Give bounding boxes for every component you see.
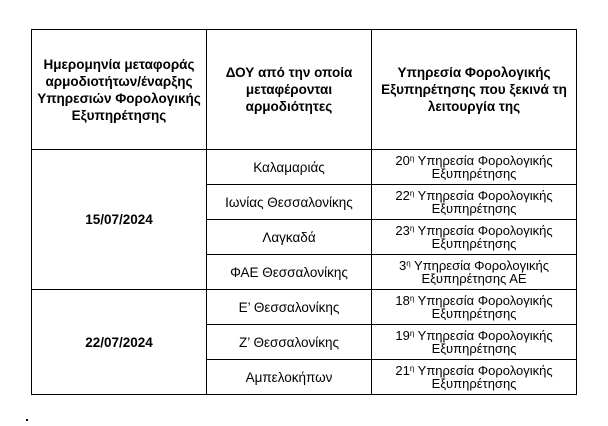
- dou-cell: Αμπελοκήπων: [207, 360, 372, 395]
- dou-cell: Καλαμαριάς: [207, 150, 372, 185]
- service-name-line2: Εξυπηρέτησης ΑΕ: [421, 271, 527, 286]
- ordinal-suffix: η: [409, 364, 415, 373]
- dou-cell: Ε’ Θεσσαλονίκης: [207, 290, 372, 325]
- schedule-table: [31, 29, 577, 395]
- service-number: 3: [398, 258, 407, 273]
- service-name-line2: Εξυπηρέτησης: [431, 376, 517, 391]
- ordinal-suffix: η: [409, 224, 415, 233]
- date-cell: 22/07/2024: [32, 290, 207, 395]
- service-name-line2: Εξυπηρέτησης: [431, 306, 517, 321]
- service-number: 20: [395, 153, 410, 168]
- header-dou: ΔΟΥ από την οποία μεταφέρονται αρμοδιότητες: [207, 30, 372, 150]
- header-date: Ημερομηνία μεταφοράς αρμοδιοτήτων/έναρξης Υπηρεσιών Φορολογικής Εξυπηρέτησης: [32, 30, 207, 150]
- service-name-line2: Εξυπηρέτησης: [431, 166, 517, 181]
- service-cell: [372, 185, 577, 220]
- ordinal-suffix: η: [409, 329, 415, 338]
- service-name-line2: Εξυπηρέτησης: [431, 236, 517, 251]
- dou-cell: ΦΑΕ Θεσσαλονίκης: [207, 255, 372, 290]
- date-cell: 15/07/2024: [32, 150, 207, 290]
- header-row: [32, 30, 577, 150]
- ordinal-suffix: η: [406, 259, 411, 268]
- service-number: 21: [395, 363, 410, 378]
- service-name: Υπηρεσία Φορολογικής: [417, 223, 553, 238]
- service-number: 22: [395, 188, 410, 203]
- service-name: Υπηρεσία Φορολογικής: [417, 363, 553, 378]
- ordinal-suffix: η: [409, 294, 415, 303]
- table-row: [32, 150, 577, 185]
- service-name-line2: Εξυπηρέτησης: [431, 201, 517, 216]
- service-name-line2: Εξυπηρέτησης: [431, 341, 517, 356]
- service-number: 23: [395, 223, 410, 238]
- service-name: Υπηρεσία Φορολογικής: [417, 188, 553, 203]
- table-row: [32, 290, 577, 325]
- ordinal-suffix: η: [409, 154, 415, 163]
- service-name: Υπηρεσία Φορολογικής: [417, 153, 553, 168]
- service-name: Υπηρεσία Φορολογικής: [417, 328, 553, 343]
- service-name: Υπηρεσία Φορολογικής: [414, 258, 550, 273]
- dou-cell: Λαγκαδά: [207, 220, 372, 255]
- header-service: Υπηρεσία Φορολογικής Εξυπηρέτησης που ξεκινά τη λειτουργία της: [372, 30, 577, 150]
- service-cell: [372, 220, 577, 255]
- ordinal-suffix: η: [409, 189, 415, 198]
- page-dot: [26, 419, 28, 421]
- dou-cell: Ζ’ Θεσσαλονίκης: [207, 325, 372, 360]
- table-body: [32, 150, 577, 395]
- service-cell: [372, 290, 577, 325]
- service-name: Υπηρεσία Φορολογικής: [417, 293, 553, 308]
- service-cell: [372, 325, 577, 360]
- service-number: 18: [395, 293, 410, 308]
- dou-cell: Ιωνίας Θεσσαλονίκης: [207, 185, 372, 220]
- service-cell: [372, 150, 577, 185]
- service-cell: [372, 360, 577, 395]
- service-cell: [372, 255, 577, 290]
- service-number: 19: [395, 328, 410, 343]
